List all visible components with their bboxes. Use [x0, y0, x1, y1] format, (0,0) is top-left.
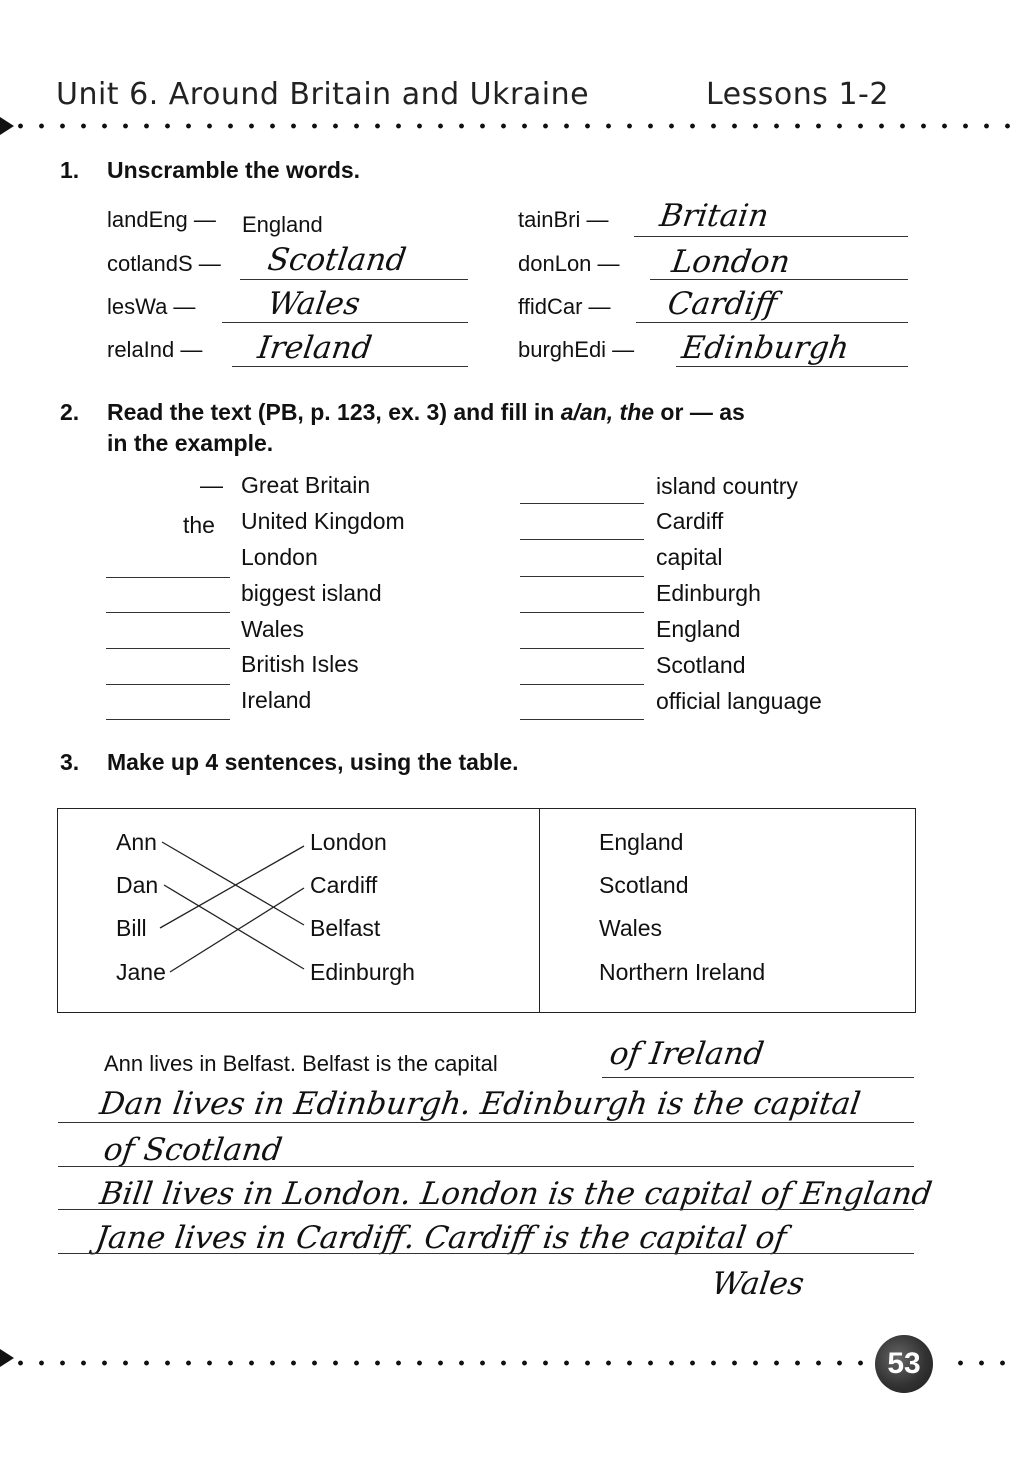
ex3-handwritten-line: Jane lives in Cardiff. Cardiff is the capital of: [93, 1220, 789, 1256]
ex3-handwritten-line: of Scotland: [101, 1132, 285, 1168]
table-country: Scotland: [599, 872, 689, 898]
ex2-noun: United Kingdom: [241, 508, 405, 534]
writing-line: [58, 1209, 914, 1210]
ex3-title: Make up 4 sentences, using the table.: [107, 749, 519, 775]
ex3-example-sentence: Ann lives in Belfast. Belfast is the capital: [104, 1051, 498, 1076]
ex1-prompt: tainBri —: [518, 207, 609, 232]
ex2-number: 2.: [60, 399, 80, 425]
ex2-noun: Ireland: [241, 687, 312, 713]
ex2-noun: Edinburgh: [656, 580, 761, 606]
table-city: Cardiff: [310, 872, 378, 898]
ex1-printed-answer: England: [242, 212, 323, 237]
writing-line: [602, 1077, 914, 1078]
table-name: Bill: [116, 915, 147, 941]
ex2-noun: Scotland: [656, 652, 746, 678]
ex1-prompt: lesWa —: [107, 294, 196, 319]
table-country: Northern Ireland: [599, 959, 766, 985]
writing-line: [58, 1253, 914, 1254]
bottom-dotted-divider-end: [950, 1360, 1010, 1366]
match-line-ann-belfast: [162, 842, 304, 925]
ex2-title-part: Read the text (PB, p. 123, ex. 3) and fill in: [107, 399, 561, 425]
ex3-handwritten-line: of Ireland: [607, 1036, 767, 1072]
table-country: England: [599, 829, 684, 855]
table-name: Dan: [116, 872, 159, 898]
ex2-article: —: [200, 472, 223, 498]
ex1-prompt: donLon —: [518, 251, 620, 276]
ex1-handwritten-answer: London: [669, 244, 793, 280]
ex2-noun: Wales: [241, 616, 305, 642]
ex2-noun: Cardiff: [656, 508, 724, 534]
table-city: Belfast: [310, 915, 381, 941]
table-name: Ann: [116, 829, 157, 855]
ex2-noun: London: [241, 544, 318, 570]
table-city: Edinburgh: [310, 959, 415, 985]
match-line-bill-london: [160, 846, 304, 928]
ex2-noun: official language: [656, 688, 822, 714]
ex1-handwritten-answer: Cardiff: [665, 286, 780, 322]
ex1-prompt: relaInd —: [107, 337, 203, 362]
table-country: Wales: [599, 915, 663, 941]
bottom-dotted-divider: [10, 1360, 870, 1366]
ex1-handwritten-answer: Britain: [657, 198, 771, 234]
ex1-prompt: cotlandS —: [107, 251, 221, 276]
table-name: Jane: [116, 959, 166, 985]
page-title: Unit 6. Around Britain and Ukraine: [56, 77, 590, 112]
ex1-handwritten-answer: Scotland: [265, 242, 409, 278]
ex2-title-italic: a/an, the: [560, 399, 655, 425]
ex2-noun: Great Britain: [241, 472, 371, 498]
lessons-label: Lessons 1-2: [706, 77, 889, 112]
ex3-handwritten-line: Dan lives in Edinburgh. Edinburgh is the capital: [97, 1086, 863, 1122]
ex1-handwritten-answer: Ireland: [255, 330, 375, 366]
ex1-number: 1.: [60, 157, 80, 183]
ex2-noun: island country: [656, 473, 798, 499]
ex1-handwritten-answer: Wales: [265, 286, 363, 322]
ex1-prompt: ffidCar —: [518, 294, 611, 319]
match-line-dan-edinburgh: [164, 885, 304, 969]
ex2-noun: biggest island: [241, 580, 382, 606]
table-city: London: [310, 829, 387, 855]
ex2-noun: England: [656, 616, 741, 642]
ex3-handwritten-line: Bill lives in London. London is the capital of England: [97, 1176, 935, 1212]
ex2-noun: British Isles: [241, 651, 359, 677]
ex1-prompt: burghEdi —: [518, 337, 635, 362]
ex1-prompt: landEng —: [107, 207, 216, 232]
ex3-number: 3.: [60, 749, 80, 775]
writing-line: [58, 1122, 914, 1123]
ex2-article: the: [183, 512, 215, 538]
ex1-handwritten-answer: Edinburgh: [679, 330, 852, 366]
ex2-noun: capital: [656, 544, 723, 570]
ex3-handwritten-line: Wales: [709, 1266, 807, 1302]
ex2-title-line2: in the example.: [107, 430, 274, 456]
page-number-badge: 53: [875, 1335, 933, 1393]
ex1-title: Unscramble the words.: [107, 157, 361, 183]
ex2-title-part: or — as: [654, 399, 745, 425]
writing-line: [58, 1166, 914, 1167]
